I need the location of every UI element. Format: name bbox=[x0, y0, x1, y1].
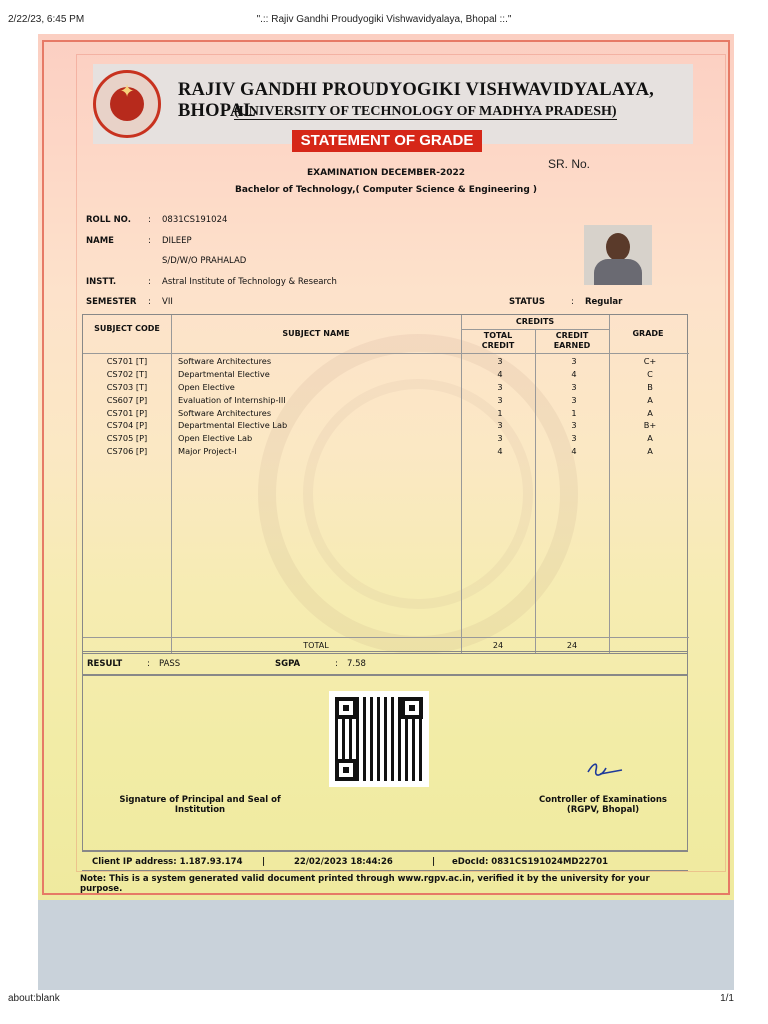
footer-sep: | bbox=[432, 857, 436, 867]
parent-name: S/D/W/O PRAHALAD bbox=[162, 256, 247, 266]
qr-finder bbox=[335, 759, 357, 781]
credit-earned: 3 bbox=[571, 381, 577, 392]
subject-code: CS703 [T] bbox=[106, 381, 148, 392]
subject-code: CS704 [P] bbox=[106, 420, 148, 431]
print-datetime: 2/22/23, 6:45 PM bbox=[8, 14, 85, 25]
qr-finder bbox=[335, 697, 357, 719]
total-earned-sum: 24 bbox=[566, 641, 578, 650]
grade-table bbox=[82, 314, 688, 654]
controller-signature bbox=[586, 760, 626, 780]
print-footer bbox=[0, 993, 768, 1013]
grade: C bbox=[647, 368, 653, 379]
university-subtitle bbox=[234, 104, 634, 120]
total-credit-sum: 24 bbox=[492, 641, 504, 650]
logo-star-icon: ✦ bbox=[119, 81, 135, 101]
header-total-credit: TOTAL CREDIT bbox=[481, 331, 515, 350]
qr-code bbox=[329, 691, 429, 787]
total-credit: 3 bbox=[497, 381, 503, 392]
university-subtitle-text: (UNIVERSITY OF TECHNOLOGY OF MADHYA PRADESH) bbox=[234, 104, 617, 119]
grade: B+ bbox=[643, 420, 657, 431]
semester-value: VII bbox=[162, 297, 173, 307]
semester-colon: : bbox=[148, 297, 151, 307]
footer-info bbox=[82, 851, 688, 871]
sgpa-label: SGPA bbox=[275, 659, 301, 669]
status-label: STATUS bbox=[509, 297, 546, 307]
header-grade: GRADE bbox=[632, 329, 664, 338]
total-label: TOTAL bbox=[303, 641, 329, 650]
roll-label: ROLL NO. bbox=[86, 215, 131, 225]
subject-name: Software Architectures bbox=[178, 356, 272, 366]
university-logo bbox=[93, 70, 161, 138]
print-title: ".:: Rajiv Gandhi Proudyogiki Vishwavidyalaya, Bhopal ::." bbox=[256, 14, 512, 25]
table-row bbox=[83, 394, 689, 407]
table-row bbox=[83, 445, 689, 458]
name-colon: : bbox=[148, 236, 151, 246]
result-value: PASS bbox=[159, 659, 181, 669]
grade: C+ bbox=[643, 356, 657, 366]
total-credit: 3 bbox=[497, 433, 503, 444]
inst-colon: : bbox=[148, 277, 151, 287]
table-row bbox=[83, 381, 689, 394]
total-credit: 4 bbox=[497, 368, 503, 379]
header-name: SUBJECT NAME bbox=[282, 329, 350, 338]
result-colon: : bbox=[147, 659, 150, 669]
credit-earned: 1 bbox=[571, 407, 577, 418]
credit-earned: 3 bbox=[571, 433, 577, 444]
total-credit: 1 bbox=[497, 407, 503, 418]
footer-datetime: 22/02/2023 18:44:26 bbox=[294, 857, 393, 867]
total-divider bbox=[83, 637, 689, 638]
qr-finder bbox=[401, 697, 423, 719]
principal-signature-label: Signature of Principal and Seal of Institution bbox=[119, 795, 281, 815]
header-credit-earned: CREDIT EARNED bbox=[553, 331, 591, 350]
subject-name: Major Project-I bbox=[178, 446, 237, 457]
credit-earned: 3 bbox=[571, 420, 577, 431]
name-value: DILEEP bbox=[162, 236, 192, 246]
sgpa-colon: : bbox=[335, 659, 338, 669]
subject-name: Evaluation of Internship-III bbox=[178, 394, 286, 405]
status-value: Regular bbox=[585, 297, 623, 307]
grade: B bbox=[647, 381, 653, 392]
client-ip: Client IP address: 1.187.93.174 bbox=[92, 857, 243, 867]
roll-value: 0831CS191024 bbox=[162, 215, 228, 225]
credit-earned: 3 bbox=[571, 394, 577, 405]
edoc-id: eDocId: 0831CS191024MD22701 bbox=[452, 857, 609, 867]
credit-earned: 4 bbox=[571, 446, 577, 457]
subject-code: CS701 [P] bbox=[106, 407, 148, 418]
name-label: NAME bbox=[86, 236, 114, 246]
header-credits: CREDITS bbox=[515, 317, 555, 326]
subject-name: Open Elective bbox=[178, 381, 235, 392]
credit-earned: 4 bbox=[571, 368, 577, 379]
sgpa-value: 7.58 bbox=[347, 659, 366, 669]
grade: A bbox=[647, 446, 653, 457]
credits-divider bbox=[461, 329, 609, 330]
header-divider bbox=[83, 353, 689, 354]
page-bottom-area bbox=[38, 900, 734, 990]
subject-name: Departmental Elective bbox=[178, 368, 270, 379]
subject-name: Software Architectures bbox=[178, 407, 272, 418]
print-url: about:blank bbox=[8, 993, 60, 1004]
university-name: RAJIV GANDHI PROUDYOGIKI VISHWAVIDYALAYA, BHOPAL bbox=[178, 80, 654, 121]
table-row bbox=[83, 368, 689, 381]
footer-note: Note: This is a system generated valid document printed through www.rgpv.ac.in, verified it by the university for your purpose. bbox=[80, 874, 650, 894]
status-colon: : bbox=[571, 297, 574, 307]
footer-sep: | bbox=[262, 857, 266, 867]
credit-earned: 3 bbox=[571, 356, 577, 366]
inst-value: Astral Institute of Technology & Research bbox=[162, 277, 337, 287]
table-row bbox=[83, 419, 689, 432]
semester-label: SEMESTER bbox=[86, 297, 137, 307]
subject-code: CS701 [T] bbox=[106, 356, 148, 366]
total-credit: 3 bbox=[497, 420, 503, 431]
exam-title: EXAMINATION DECEMBER-2022 bbox=[306, 168, 465, 178]
subject-code: CS607 [P] bbox=[106, 394, 148, 405]
print-header bbox=[0, 14, 768, 34]
subject-code: CS705 [P] bbox=[106, 433, 148, 444]
inst-label: INSTT. bbox=[86, 277, 117, 287]
header-code: SUBJECT CODE bbox=[94, 324, 160, 333]
controller-label: Controller of Examinations (RGPV, Bhopal) bbox=[539, 795, 667, 815]
total-credit: 3 bbox=[497, 394, 503, 405]
print-page-number: 1/1 bbox=[720, 993, 734, 1004]
grade: A bbox=[647, 394, 653, 405]
subject-code: CS706 [P] bbox=[106, 446, 148, 457]
result-box bbox=[82, 651, 688, 675]
degree-title: Bachelor of Technology,( Computer Science & Engineering ) bbox=[234, 185, 538, 195]
subject-name: Open Elective Lab bbox=[178, 433, 253, 444]
table-row bbox=[83, 432, 689, 445]
subject-code: CS702 [T] bbox=[106, 368, 148, 379]
table-row bbox=[83, 407, 689, 420]
subject-name: Departmental Elective Lab bbox=[178, 420, 288, 431]
grade-rows bbox=[83, 355, 689, 458]
grade: A bbox=[647, 407, 653, 418]
sr-no: SR. No. bbox=[548, 157, 591, 171]
total-credit: 4 bbox=[497, 446, 503, 457]
table-row bbox=[83, 355, 689, 368]
photo-head bbox=[606, 233, 630, 261]
photo-body bbox=[594, 259, 642, 285]
student-photo bbox=[584, 225, 652, 285]
result-label: RESULT bbox=[87, 659, 123, 669]
grade: A bbox=[647, 433, 653, 444]
roll-colon: : bbox=[148, 215, 151, 225]
grade-sheet bbox=[38, 34, 734, 900]
statement-title: STATEMENT OF GRADE bbox=[292, 130, 482, 152]
total-credit: 3 bbox=[497, 356, 503, 366]
